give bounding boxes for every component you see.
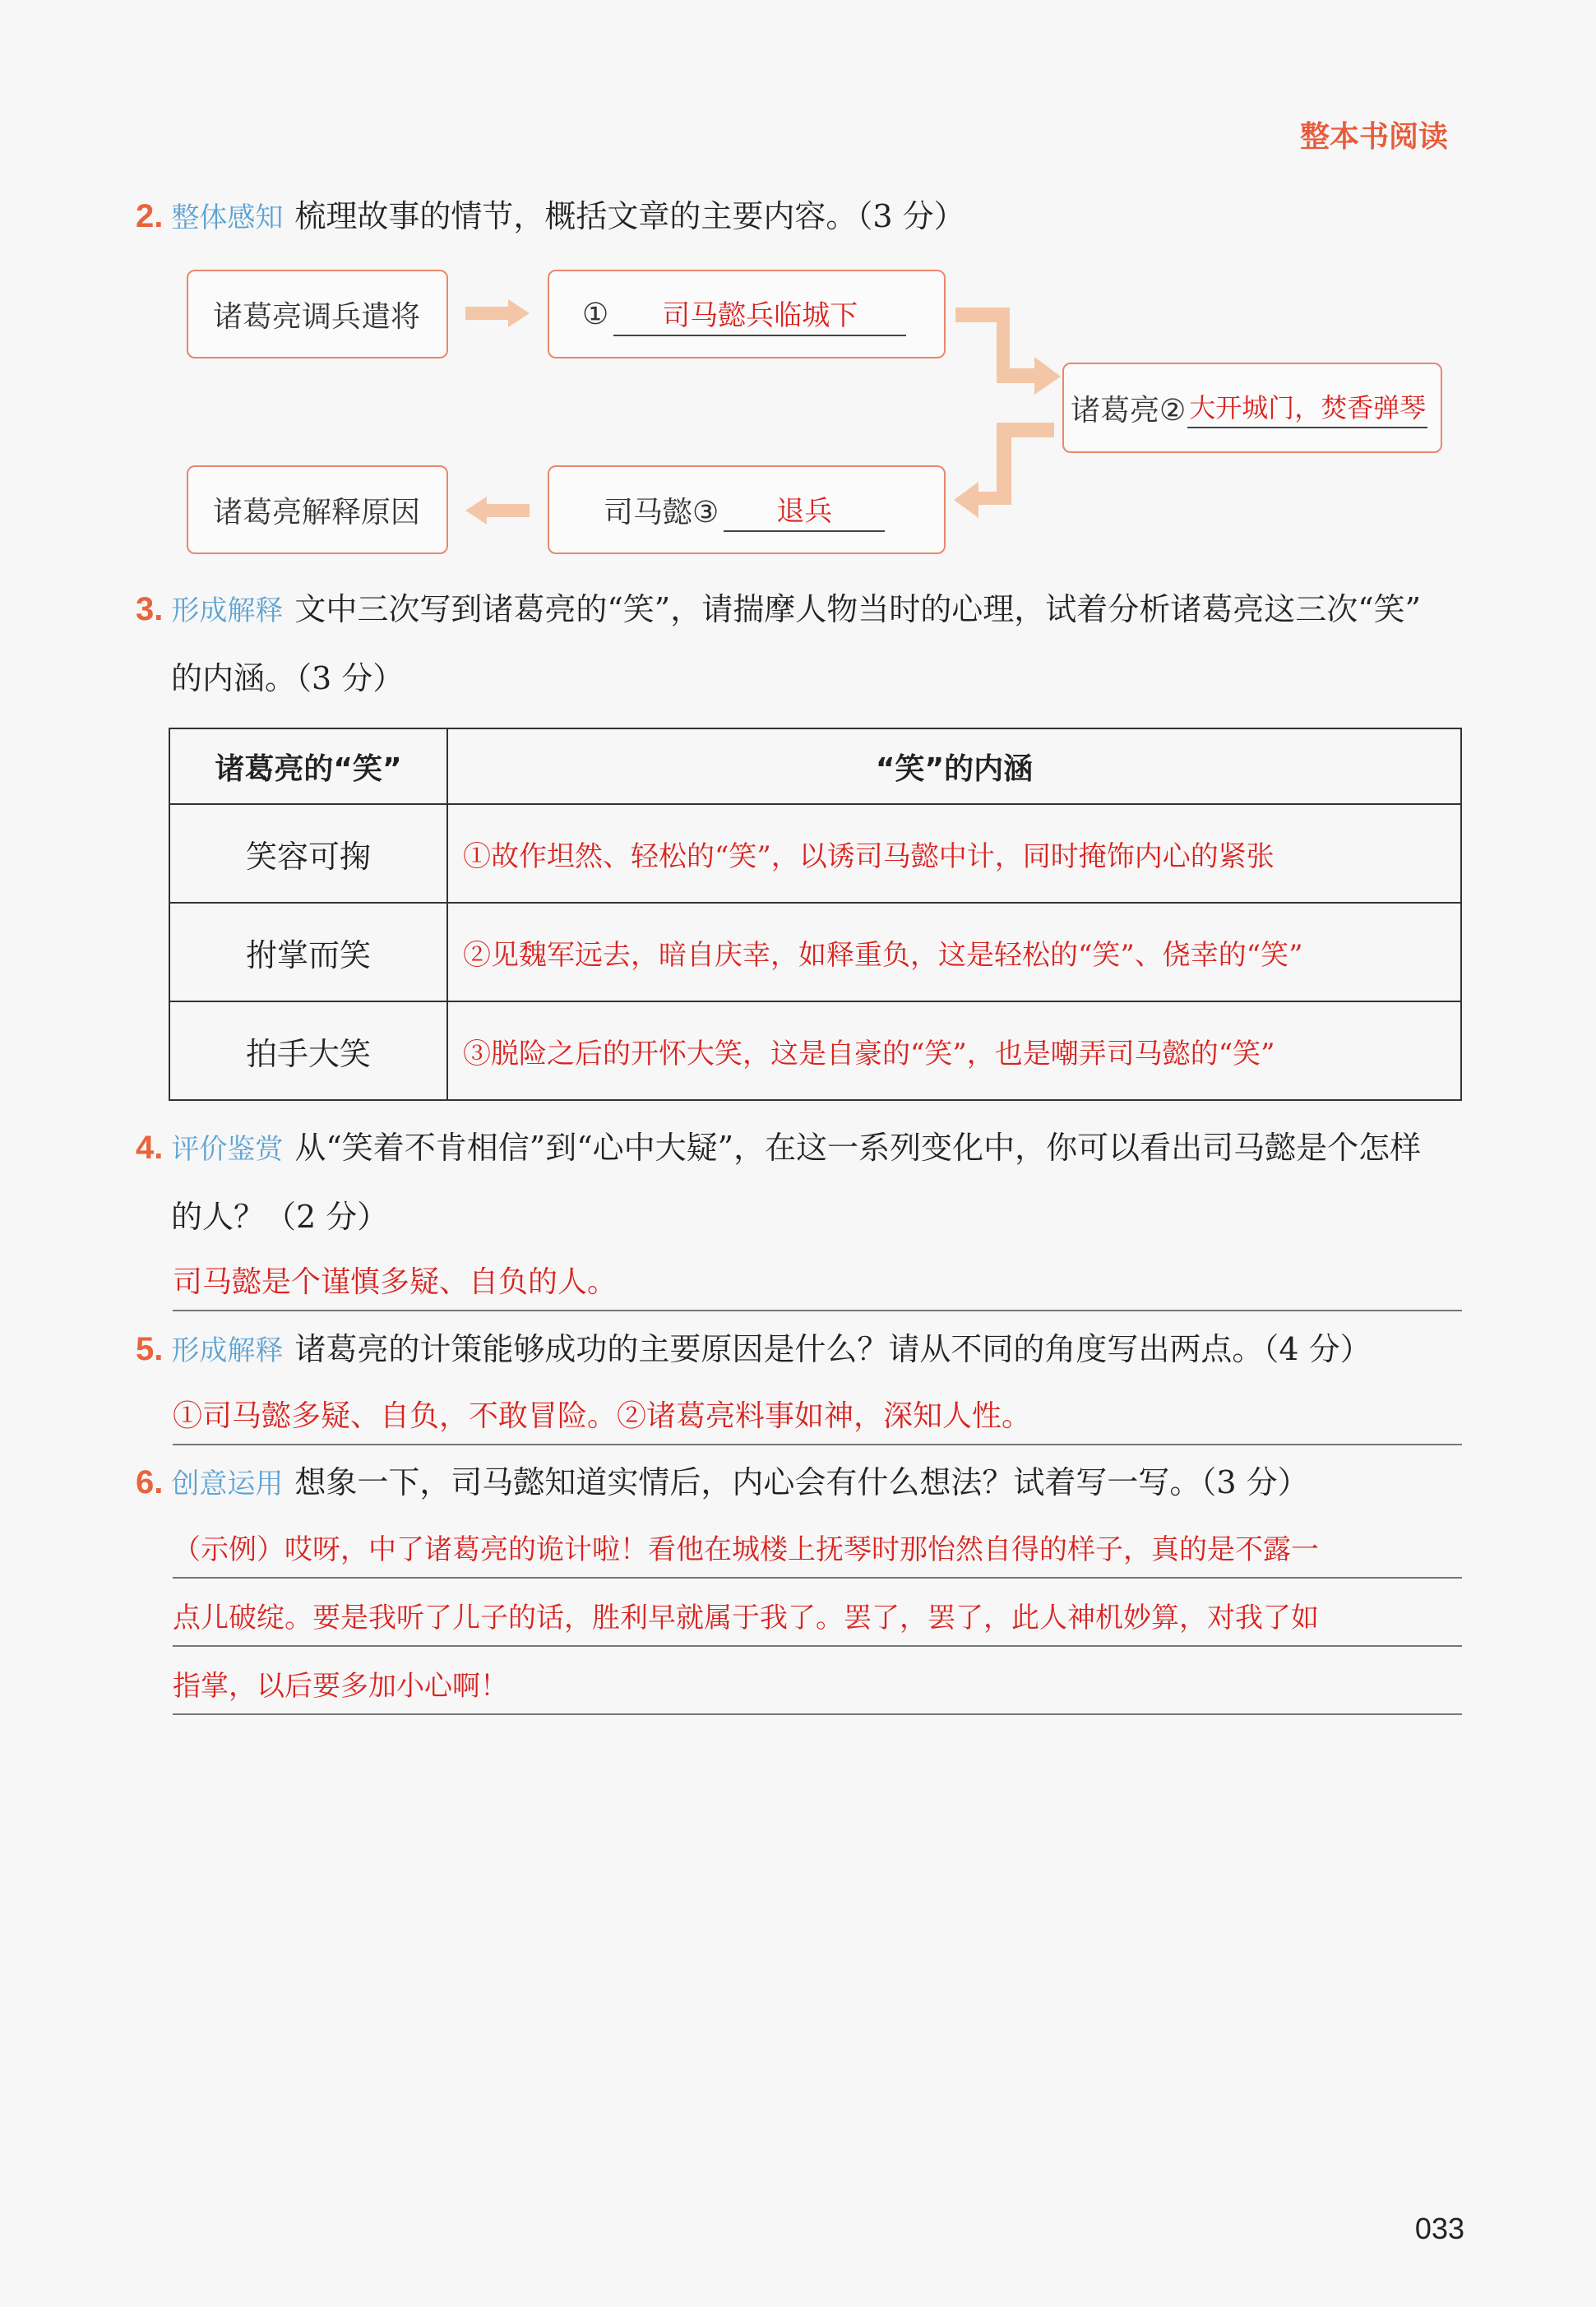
flow-box-4 [548, 465, 946, 554]
answer-line: ①司马懿多疑、自负，不敢冒险。②诸葛亮料事如神，深知人性。 [173, 1389, 1462, 1445]
question-2 [136, 194, 965, 240]
flow-box-2 [548, 270, 946, 358]
down-right-arrow-icon [955, 304, 1062, 395]
table-row [169, 804, 1461, 903]
question-number: 2. [136, 198, 164, 234]
question-number: 5. [136, 1331, 164, 1367]
smile-cell: 笑容可掬 [169, 804, 447, 903]
question-text: 文中三次写到诸葛亮的“笑”，请揣摩人物当时的心理，试着分析诸葛亮这三次“笑” [294, 591, 1422, 627]
question-number: 6. [136, 1464, 164, 1500]
question-number: 4. [136, 1130, 164, 1166]
flow-box-3-answer: 大开城门，焚香弹琴 [1187, 387, 1427, 428]
left-arrow-icon [465, 497, 531, 525]
table-row [169, 1001, 1461, 1100]
flow-box-5-label: 诸葛亮解释原因 [213, 495, 421, 529]
flow-box-2-label: ① [582, 297, 609, 331]
smile-cell: 拍手大笑 [169, 1001, 447, 1100]
answer-line: 点儿破绽。要是我听了儿子的话，胜利早就属于我了。罢了，罢了，此人神机妙算，对我了如 [173, 1591, 1462, 1647]
question-3 [136, 587, 1421, 700]
flow-box-3-label: 诸葛亮② [1071, 393, 1187, 428]
meaning-cell: ②见魏军远去，暗自庆幸，如释重负，这是轻松的“笑”、侥幸的“笑” [447, 903, 1461, 1001]
flow-box-4-label: 司马懿③ [604, 495, 719, 529]
table-header-row [169, 728, 1461, 804]
smile-table [169, 728, 1462, 1101]
table-header-smile: 诸葛亮的“笑” [169, 728, 447, 804]
meaning-cell: ①故作坦然、轻松的“笑”，以诱司马懿中计，同时掩饰内心的紧张 [447, 804, 1461, 903]
section-title: 整本书阅读 [1299, 120, 1448, 154]
smile-cell: 拊掌而笑 [169, 903, 447, 1001]
question-4 [136, 1126, 1421, 1239]
flow-box-1-label: 诸葛亮调兵遣将 [213, 299, 421, 334]
flow-box-4-answer: 退兵 [724, 488, 885, 532]
question-tag: 整体感知 [171, 201, 284, 234]
flow-box-1 [187, 270, 448, 358]
question-number: 3. [136, 591, 164, 627]
question-6 [136, 1460, 1309, 1506]
question-tag: 评价鉴赏 [171, 1133, 284, 1166]
question-text: 想象一下，司马懿知道实情后，内心会有什么想法？试着写一写。（3 分） [294, 1464, 1309, 1500]
question-text: 诸葛亮的计策能够成功的主要原因是什么？请从不同的角度写出两点。（4 分） [294, 1331, 1372, 1367]
answer-line: （示例）哎呀，中了诸葛亮的诡计啦！看他在城楼上抚琴时那怡然自得的样子，真的是不露一 [173, 1523, 1462, 1579]
right-arrow-icon [465, 299, 531, 327]
question-text-line-2: 的人？（2 分） [171, 1199, 389, 1235]
question-tag: 形成解释 [171, 594, 284, 627]
flow-box-5 [187, 465, 448, 554]
flow-box-2-answer: 司马懿兵临城下 [613, 293, 906, 336]
meaning-cell: ③脱险之后的开怀大笑，这是自豪的“笑”，也是嘲弄司马懿的“笑” [447, 1001, 1461, 1100]
question-text-line-2: 的内涵。（3 分） [171, 660, 405, 696]
question-tag: 创意运用 [171, 1468, 284, 1500]
page-number: 033 [1414, 2212, 1464, 2245]
table-row [169, 903, 1461, 1001]
question-5 [136, 1327, 1372, 1373]
down-left-arrow-icon [949, 419, 1056, 522]
flow-box-3 [1062, 363, 1442, 453]
question-text: 从“笑着不肯相信”到“心中大疑”，在这一系列变化中，你可以看出司马懿是个怎样 [294, 1130, 1422, 1166]
answer-line: 指掌，以后要多加小心啊！ [173, 1659, 1462, 1715]
question-tag: 形成解释 [171, 1334, 284, 1367]
answer-line: 司马懿是个谨慎多疑、自负的人。 [173, 1255, 1462, 1311]
table-header-meaning: “笑”的内涵 [447, 728, 1461, 804]
question-text: 梳理故事的情节，概括文章的主要内容。（3 分） [294, 198, 965, 234]
